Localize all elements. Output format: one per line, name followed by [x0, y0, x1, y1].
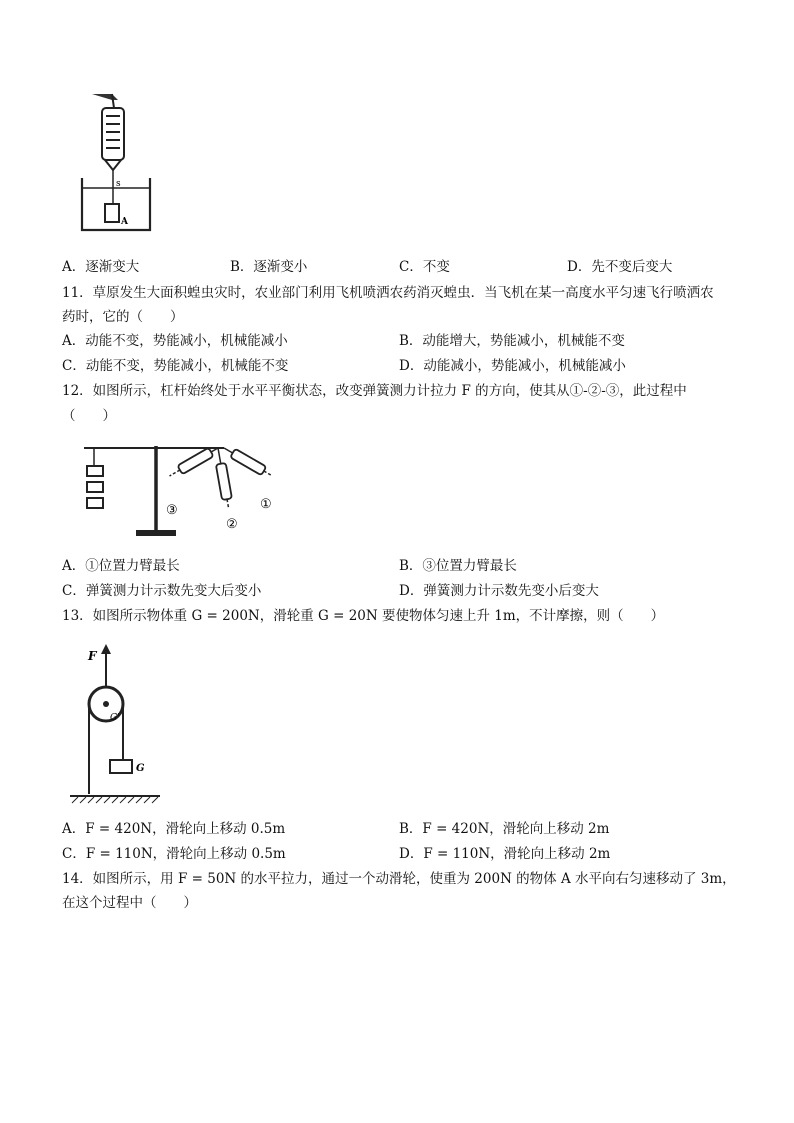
- q13-option-c: C．F = 110N，滑轮向上移动 0.5m: [62, 846, 286, 862]
- q13-option-d: D．F = 110N，滑轮向上移动 2m: [399, 846, 611, 862]
- q10-option-c: C．不变: [399, 259, 450, 275]
- q13-label-f: F: [88, 649, 97, 663]
- q13-label-g-pulley: G': [110, 713, 120, 723]
- q12-label-2: ②: [226, 517, 238, 532]
- q14-stem-line1: 14．如图所示，用 F = 50N 的水平拉力，通过一个动滑轮，使重为 200N 的物体 A 水平向右匀速移动了 3m，: [62, 871, 736, 887]
- q11-option-c: C．动能不变，势能减小，机械能不变: [62, 358, 289, 374]
- q10-option-d: D．先不变后变大: [567, 259, 673, 275]
- q13-figure: [70, 640, 170, 810]
- q14-stem-line2: 在这个过程中（ ）: [62, 895, 197, 911]
- q12-label-3: ③: [166, 503, 178, 518]
- q13-option-b: B．F = 420N，滑轮向上移动 2m: [399, 821, 610, 837]
- q12-option-d: D．弹簧测力计示数先变小后变大: [399, 583, 599, 599]
- q13-option-a: A．F = 420N，滑轮向上移动 0.5m: [62, 821, 286, 837]
- q10-label-s: s: [116, 179, 121, 189]
- q11-option-a: A．动能不变，势能减小，机械能减小: [62, 333, 288, 349]
- q11-stem-line2: 药时，它的（ ）: [62, 309, 184, 325]
- q12-stem-line2: （ ）: [62, 408, 116, 424]
- q10-option-b: B．逐渐变小: [230, 259, 308, 275]
- q12-option-a: A．①位置力臂最长: [62, 558, 180, 574]
- q13-stem: 13．如图所示物体重 G = 200N，滑轮重 G = 20N 要使物体匀速上升 1m，不计摩擦，则（ ）: [62, 608, 665, 624]
- q11-option-d: D．动能减小，势能减小，机械能减小: [399, 358, 626, 374]
- q11-option-b: B．动能增大，势能减小，机械能不变: [399, 333, 625, 349]
- q12-figure: [84, 440, 284, 540]
- q13-label-g: G: [136, 763, 145, 774]
- q10-option-a: A．逐渐变大: [62, 259, 140, 275]
- q12-option-b: B．③位置力臂最长: [399, 558, 517, 574]
- q10-label-a: A: [121, 217, 128, 227]
- q10-figure: [78, 88, 158, 238]
- q12-option-c: C．弹簧测力计示数先变大后变小: [62, 583, 262, 599]
- q12-stem-line1: 12．如图所示，杠杆始终处于水平平衡状态，改变弹簧测力计拉力 F 的方向，使其从①-②-③，此过程中: [62, 383, 687, 399]
- q11-stem-line1: 11．草原发生大面积蝗虫灾时，农业部门利用飞机喷洒农药消灭蝗虫．当飞机在某一高度水平匀速飞行喷洒农: [62, 285, 714, 301]
- q12-label-1: ①: [260, 497, 272, 512]
